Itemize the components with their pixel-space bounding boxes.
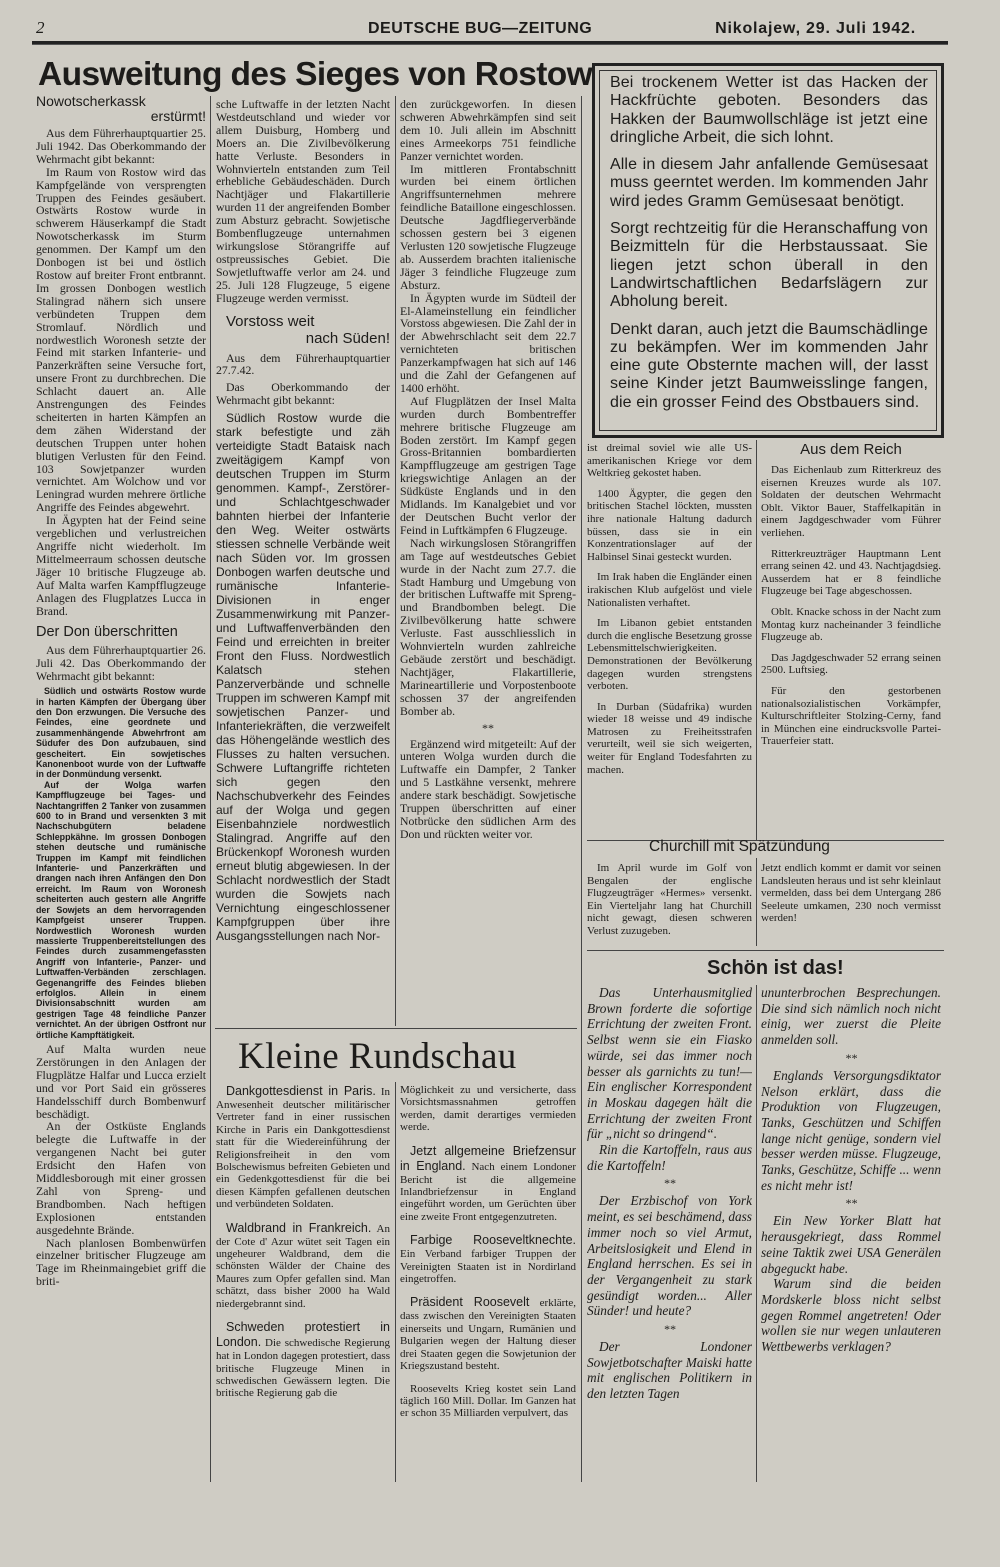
churchill-col-a: Im April wurde im Golf von Bengalen der englische Flugzeugträger «Hermes» versenkt. Ein Vierteljahr lang hat Churchill nicht gewagt, diesen schweren Verlust zuzugeben. bbox=[587, 862, 752, 937]
dateline: Nikolajew, 29. Juli 1942. bbox=[715, 20, 916, 37]
article-body-don: Auf Malta wurden neue Zerstörungen in den Anlagen der Flugplätze Halfar und Lucca erzielt und vor Port Said ein grösseres Handelsschiff durch Bombenwurf beschädigt. An der Ostküste Englands belegte die Luftwaffe in der vergangenen Nacht bei guter Erdsicht den Hafen von Middlesborough mit einer grossen Zahl von Spreng- und Brandbomben. Nach heftigen Explosionen entstanden ausgedehnte Brände. Nach planlosen Bombenwürfen einzelner britischer Flugzeuge am Tage im Rheinmaingebiet griff die briti- bbox=[36, 1041, 206, 1289]
article-title-reich: Aus dem Reich bbox=[800, 441, 902, 458]
rundschau-col-b: Möglichkeit zu und versicherte, dass Vorsichtsmassnahmen getroffen werden, damit derartiges vermieden werde. Jetzt allgemeine Briefzensur in England. Nach einem Londoner Bericht ist die allgemeine Inlandbriefzensur in England eingeführt worden, um Gerüchten über eine zweite Front entgegenzutreten. Farbige Rooseveltknechte. Ein Verband farbiger Truppen der Vereinigten Staaten ist in Nordirland eingetroffen. Präsident Roosevelt erklärte, dass zwischen den Vereinigten Staaten einerseits und Ungarn, Rumänien und Bulgarien wegen der Haltung dieser drei Staaten gegen die Sowjetunion der Kriegszustand besteht. Roosevelts Krieg kostet sein Land täglich 160 Mill. Dollar. Im Ganzen hat er schon 35 Milliarden verpulvert, das bbox=[400, 1084, 576, 1420]
column-5-reich bbox=[761, 440, 941, 838]
schoen-col-b: ununterbrochen Besprechungen. Die sind sich nämlich noch nicht einig, wer zuerst die Pleite anmelden soll. ** Englands Versorgungsdiktator Nelson erklärt, dass die Produktion von Flugzeugen, Tanks, Geschützen und Schiffen lange nicht genüge, sondern viel besser werden müsse. Flugzeuge, Tanks, Geschütze, Schiffe ... wenn es nicht mehr ist! ** Ein New Yorker Blatt hat herausgekriegt, dass Rommel seine Taktik zwei USA Generälen abgeguckt habe. Warum sind die beiden Mordskerle bloss nicht selbst gegen Rommel angetreten! Oder wollen sie nur wegen unlauteren Wettbewerbs verklagen? bbox=[761, 985, 941, 1355]
section-rule bbox=[587, 950, 944, 951]
rundschau-col-a: Dankgottesdienst in Paris. In Anwesenheit deutscher militärischer Vertreter fand in einer russischen Kirche in Paris ein Dankgottesdienst statt für die Wiedereinführung der Religionsfreiheit in den vom Bolschewismus befreiten Gebieten und ein Gedenkgottesdienst für die bei diesen Kämpfen gefallenen deutschen und verbündeten Soldaten. Waldbrand in Frankreich. An der Cote d' Azur wütet seit Tagen ein ungeheurer Waldbrand, dem die schönsten Wälder der Chaine des Maures zum Opfer gefallen sind. Man schätzt, dass bisher 2000 ha Wald niedergebrannt sind. Schweden protestiert in London. Die schwedische Regierung hat in London dagegen protestiert, dass britische Flugzeuge Minen in schwedischen Gewässern legten. Die britische Regierung gab die bbox=[216, 1084, 390, 1400]
article-small-don: Südlich und ostwärts Rostow wurde in harten Kämpfen der Übergang über den Don erzwungen. Die Versuche des Feindes, eine geordnete und zusammenhängende Abwehrfront am Südufer des Don aufzubauen, sind gescheitert. Ein sowjetisches Kanonenboot wurde von der Luftwaffe in der Donmündung versenkt. Auf der Wolga warfen Kampfflugzeuge bei Tages- und Nachtangriffen 2 Tanker von zusammen 600 to in Brand und versenkten 3 mit Nachschubgütern beladene Schleppkähne. Im grossen Donbogen stehen deutsche und rumänische Truppen im Kampf mit feindlichen Infanterie- und Panzerkräften und drangen nach ihren Anfängen den Don erreicht. Im Raum von Woronesh scheiterten auch gestern alle Angriffe der Sowjets an dem hervorragenden Kampfgeist unserer Truppen. Nordwestlich Woronesh wurden massierte Truppenbereitstellungen des Feindes durch zusammengefassten Angriff von Infanterie-, Panzer- und Luftwaffen-Verbänden zerschlagen. Gegenangriffe des Feindes blieben erfolglos. Allein in einem Divisionsabschnitt wurden am gestrigen Tage 48 feindliche Panzer vernichtet. An der übrigen Ostfront nur örtliche Kampftätigkeit. bbox=[36, 686, 206, 1040]
schoen-col-a: Das Unterhausmitglied Brown forderte die sofortige Errichtung der zweiten Front. Selbst wenn sie ein Fiasko würde, sei das immer noch besser als garnichts zu tun!— Ein englischer Korrespondent in Moskau dagegen hält die Errichtung der zweiten Front für „nicht so dringend“. Rin die Kartoffeln, raus aus die Kartoffeln! ** Der Erzbischof von York meint, es sei beschämend, dass immer noch so viel Armut, Arbeitslosigkeit und Elend in England herrschen. Es sei in der Vergangenheit zu stark gesündigt worden... Aller Sünder! und heute? ** Der Londoner Sowjetbotschafter Maiski hatte mit englischen Politikern in den letzten Tagen bbox=[587, 985, 752, 1402]
column-rule bbox=[395, 96, 396, 1026]
column-4-news bbox=[587, 442, 752, 838]
rundschau-title: Kleine Rundschau bbox=[238, 1036, 517, 1077]
article-body-nowotscherkassk: Aus dem Führerhauptquartier 25. Juli 1942. Das Oberkommando der Wehrmacht gibt bekannt: Im Raum von Rostow wird das Kampfgelände von versprengten Truppen des Feindes gesäubert. Ostwärts Rostow wurde in schwerem Häuserkampf die Stadt Nowotscherkassk im Sturm genommen. Der Kampf um den Donbogen ist bei und östlich Rostow auf breiter Front entbrannt. Im grossen Donbogen westlich Stalingrad nähern sich unsere verbündeten Truppen dem Stromlauf. Nördlich und nordwestlich Woronesh setzte der Feind mit starken Infanterie- und Panzerkräften seine Versuche fort, unsere Front zu durchbrechen. Die Schlacht dauert an. Alle Anstrengungen des Feindes scheiterten in harten Kämpfen an dem zähen Widerstand der deutschen Truppen unter hohen blutigen Verlusten für den Feind. 103 Sowjetpanzer wurden vernichtet. Am Wolchow und vor Leningrad wurden mehrere örtliche Angriffe des Feindes abgewehrt. In Ägypten hat der Feind seine vergeblichen und verlustreichen Angriffe nicht wiederholt. Im Mittelmeerraum schossen deutsche Jäger 10 britische Flugzeuge ab. Auf Malta warfen Kampfflugzeuge Anlagen des Flugplatzes Lucca in Brand. bbox=[36, 126, 206, 618]
article-ergaenzung: Ergänzend wird mitgeteilt: Auf der unteren Wolga wurden durch die Luftwaffe ein Dampfer, 2 Tanker und 5 Lastkähne versenkt, mehrere andere stark beschädigt. Sowjetische Truppen überschritten auf einer Notbrücke den südlichen Arm des Don und rückten weiter vor. bbox=[400, 736, 576, 841]
article-intro-don: Aus dem Führerhauptquartier 26. Juli 42. Das Oberkommando der Wehrmacht gibt bekannt: bbox=[36, 643, 206, 684]
header-rule bbox=[32, 41, 948, 45]
column-rule bbox=[756, 440, 757, 840]
article-title-don: Der Don überschritten bbox=[36, 624, 178, 641]
article-title-churchill: Churchill mit Spätzündung bbox=[649, 838, 830, 855]
article-continued-col3: den zurückgeworfen. In diesen schweren Abwehrkämpfen sind seit dem 10. Juli allein im Abschnitt eines Armeekorps 751 feindliche Panzer vernichtet worden. Im mittleren Frontabschnitt wurden bei einem örtlichen Angriffsunternehmen mehrere feindliche Bataillone eingeschlossen. Deutsche Jagdfliegerverbände schossen gestern bei 3 eigenen Verlusten 120 sowjetische Flugzeuge ab. Ausserdem brachten italienische Jäger 3 feindliche Flugzeuge zum Absturz. In Ägypten wurde im Südteil der El-Alameinstellung ein feindlicher Vorstoss abgewiesen. Die Zahl der in der Abwehrschlacht seit dem 22.7 vernichteten britischen Panzerkampfwagen hat sich auf 146 und die Zahl der Gefangenen auf 1400 erhöht. Auf Flugplätzen der Insel Malta wurden durch Bombentreffer mehrere britische Flugzeuge am Boden zerstört. Im Kampf gegen Gross-Britannien bombardierten Kampfflugzeuge am gestrigen Tage kriegswichtige Anlagen an der Südküste Englands und in den Midlands. Im Kanalgebiet und vor der Deutschen Bucht verlor der Feind in Luftkämpfen 6 Flugzeuge. Nach wirkungslosen Störangriffen am Tage auf westdeutsches Gebiet wurde in der Nacht zum 27.7. die Stadt Hamburg und Umgebung von der britischen Luftwaffe mit Spreng- und Brandbomben belegt. Die Zivilbevölkerung hatte schwere Verluste. Fast ausschliesslich in Wohnvierteln wurden zahlreiche Gebäude zerstört und beschädigt. Nachtjäger, Flakartillerie, Marineartillerie und Vorpostenboote schossen 37 der angreifenden Bomber ab. bbox=[400, 98, 576, 718]
article-body-reich: Das Eichenlaub zum Ritterkreuz des eisernen Kreuzes wurde als 107. Soldaten der deutschen Wehrmacht Oblt. Viktor Bauer, Staffelkapitän in einem Jagdgeschwader vom Führer verliehen. Ritterkreuzträger Hauptmann Lent errang seinen 42. und 43. Nachtjagdsieg. Ausserdem hat er 8 feindliche Flugzeuge bei Tage abgeschossen. Oblt. Knacke schoss in der Nacht zum Montag kurz nacheinander 3 feindliche Flugzeuge ab. Das Jagdgeschwader 52 errang seinen 2500. Luftsieg. Für den gestorbenen nationalsozialistischen Vorkämpfer, Kulturschriftleiter Stolzing-Cerny, fand in München eine eindrucksvolle Partei-Trauerfeier statt. bbox=[761, 464, 941, 748]
article-title-vorstoss: Vorstoss weit nach Süden! bbox=[226, 312, 390, 347]
column-rule bbox=[756, 858, 757, 946]
main-headline: Ausweitung des Sieges von Rostow bbox=[38, 56, 593, 93]
column-1 bbox=[36, 94, 206, 1484]
column-rule bbox=[395, 1082, 396, 1482]
masthead: DEUTSCHE BUG—ZEITUNG bbox=[368, 20, 593, 37]
churchill-col-b: Jetzt endlich kommt er damit vor seinen Landsleuten heraus und ist sehr kleinlaut vermelden, dass bei dem Untergang 286 Seeleute umkamen, 230 noch vermisst werden! bbox=[761, 862, 941, 925]
article-continued-col2: sche Luftwaffe in der letzten Nacht Westdeutschland und wieder vor allem Duisburg, Homberg und Moers an. Die Zivilbevölkerung hatte Verluste. Besonders in Wohnvierteln entstanden zum Teil erhebliche Gebäudeschäden. Durch Nachtjäger und Flakartillerie wurden 11 der angreifenden Bomber zum Absturz gebracht. Sowjetische Bombenflugzeuge unternahmen wirkungslose Störangriffe auf ostpreussisches Gebiet. Die Sowjetluftwaffe verlor am 24. und 25. Juli 128 Flugzeuge, 5 eigene Flugzeuge werden vermisst. bbox=[216, 98, 390, 305]
page-header bbox=[30, 16, 940, 40]
column-rule bbox=[581, 96, 582, 1482]
article-intro-vorstoss: Aus dem Führerhauptquartier 27.7.42. Das Oberkommando der Wehrmacht gibt bekannt: bbox=[216, 350, 390, 408]
column-3 bbox=[400, 98, 576, 1028]
article-title-nowotscherkassk: Nowotscherkassk erstürmt! bbox=[36, 94, 206, 124]
column-2 bbox=[216, 98, 390, 1028]
article-body-vorstoss: Südlich Rostow wurde die stark befestigte und zäh verteidigte Stadt Bataisk nach zweitägigem Kampf von deutschen Truppen im Sturm genommen. Kampf-, Zerstörer- und Schlachtgeschwader bahnten hierbei der Infanterie den Weg. Weiter ostwärts stiessen schnelle Verbände weit nach Süden vor. Im grossen Donbogen warfen deutsche und rumänische Infanterie-Divisionen in enger Zusammenwirkung mit Panzer- und Luftwaffenverbänden den Feind und erreichten in breiter Front den Fluss. Nordwestlich Kalatsch stehen Panzerverbände und schnelle Truppen im schweren Kampf mit sowjetischen Panzer- und Infanteriekräften, die verzweifelt das Höhengelände westlich des Flusses zu halten versuchen. Schwere Luftangriffe richteten sich gegen den Nachschubverkehr des Feindes auf der Wolga und gegen Eisenbahnziele nordwestlich Stalingrad. Angriffe auf den Brückenkopf Woronesh wurden erneut blutig abgewiesen. In der Schlacht nordwestlich der Stadt wurden die Sowjets nach Vernichtung eingeschlossener Kampfgruppen über ihre Ausgangsstellungen nach Nor- bbox=[216, 411, 390, 944]
section-rule bbox=[215, 1028, 577, 1029]
notice-box: Bei trockenem Wetter ist das Hacken der Hackfrüchte geboten. Besonders das Hakken der Baumwollschläge ist jetzt eine dringliche Arbeit, die sich lohnt. Alle in diesem Jahr anfallende Gemüsesaat muss geerntet werden. Im kommenden Jahr wird jedes Gramm Gemüsesaat benötigt. Sorgt rechtzeitig für die Heranschaffung von Beizmitteln für die Herbstaussaat. Sie liegen jetzt schon überall in den Landwirtschaftlichen Bedarfslägern zur Abholung bereit. Denkt daran, auch jetzt die Baumschädlinge zu bekämpfen. Wer im kommenden Jahr eine gute Obsternte machen will, der lasst seine Kinder jetzt Baumweisslinge fangen, die ein grosser Feind des Obstbauers sind. bbox=[592, 63, 944, 438]
column-rule bbox=[756, 985, 757, 1482]
foreign-news: ist dreimal soviel wie alle US-amerikanischen Kriege vor dem Weltkrieg gekostet haben. 1400 Ägypter, die gegen den britischen Stachel löckten, mussten ihre nationale Haltung dadurch büssen, dass sie in ein Konzentrationslager auf der Halbinsel Sinai gesteckt wurden. Im Irak haben die Engländer einen irakischen Klub aufgelöst und viele Nationalisten verhaftet. Im Libanon gebiet entstanden durch die englische Besetzung grosse Lebensmittelschwierigkeiten. Demonstrationen der Bevölkerung dagegen wurden strengstens verboten. In Durban (Südafrika) wurden wieder 18 weisse und 49 indische Matrosen zu Freiheitsstrafen verurteilt, weil sie sich weigerten, weiter für England Todesfahrten zu machen. bbox=[587, 442, 752, 776]
page-number: 2 bbox=[36, 18, 45, 37]
column-rule bbox=[210, 96, 211, 1482]
separator-mark: ** bbox=[482, 720, 494, 735]
article-title-schoen: Schön ist das! bbox=[707, 957, 844, 979]
